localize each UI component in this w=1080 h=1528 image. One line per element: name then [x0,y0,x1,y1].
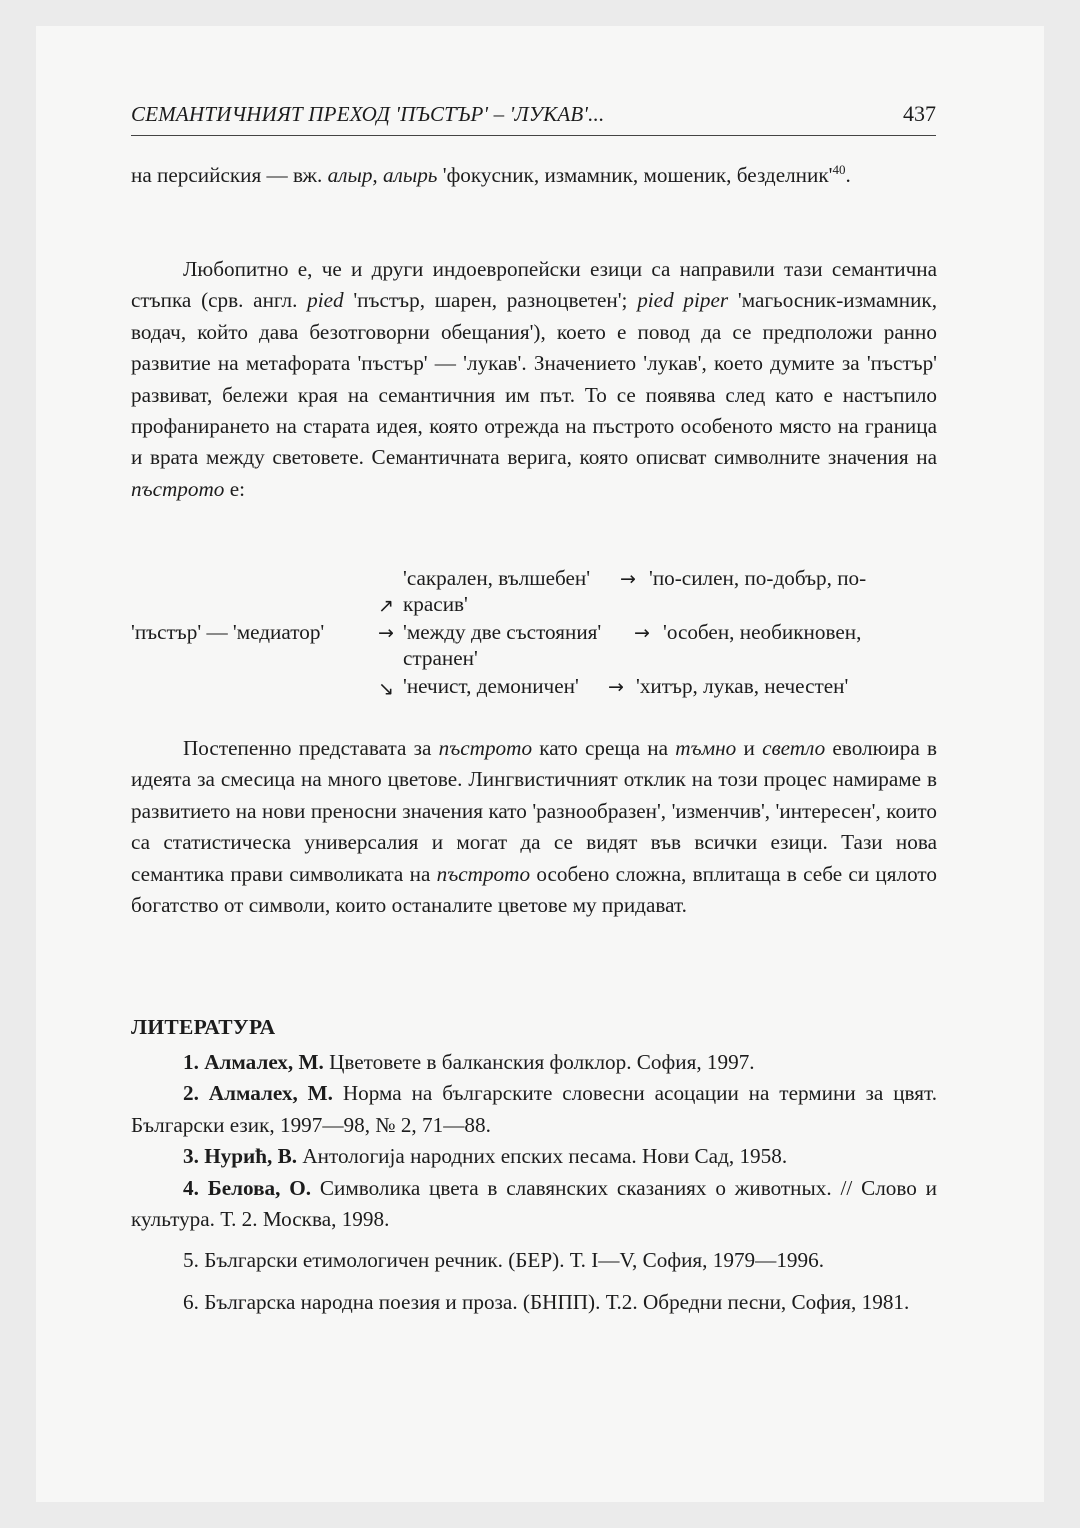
italic-term: pied piper [637,288,729,313]
reference-item [131,1245,937,1276]
paragraph-3: Постепенно представата за пъстрото като среща на тъмно и светло еволюира в идеята за смесица на много цветове. Лингвистичният отклик на този процес намираме в развитието на нови преносни значения като 'разнообразен', 'изменчив', 'интересен', които са статистическа универсалия и могат да се видят във всички езици. Тази нова семантика прави символиката на пъстрото особено сложна, вплитаща в себе си цялото богатство от символи, които останалите цветове му придават. [131,736,937,918]
semantic-chain-diagram [131,564,937,704]
reference-item [131,1047,937,1078]
reference-text: Символика цвета в славянских сказаниях о животных. // Слово и культура. Т. 2. Москва, 1998. [131,1175,937,1232]
italic-term: пъстрото [131,476,225,501]
arrow-right-icon: → [608,676,624,698]
italic-term: алыр, алырь [327,163,438,187]
arrow-up-right-icon: ↗ [378,595,394,617]
chain-node-special: 'особен, необикновен, [663,620,862,644]
reference-item [131,1287,937,1318]
footnote-ref: 40 [832,162,846,177]
reference-text: 5. Български етимологичен речник. (БЕР). Т. I—V, София, 1979—1996. [183,1248,824,1273]
chain-node-stronger-cont: красив' [403,592,468,616]
reference-item [131,1141,937,1172]
arrow-right-icon: → [378,622,394,644]
italic-term: тъмно [675,736,737,760]
reference-author: 2. Алмалех, М. [183,1081,333,1106]
running-head [131,100,936,128]
header-rule [131,135,936,136]
paragraph-1: на персийския — вж. алыр, алырь 'фокусник, измамник, мошеник, $безделник'^{40}$. [131,162,851,187]
chain-node-special-cont: странен' [403,646,478,670]
chain-node-start: 'пъстър' — 'медиатор' [131,620,325,644]
reference-author: 4. Белова, О. [183,1175,312,1200]
italic-term: светло [762,736,826,760]
reference-author: 1. Алмалех, М. [183,1050,324,1074]
reference-item [131,1173,937,1236]
arrow-right-icon: → [634,622,650,644]
arrow-down-right-icon: ↘ [378,678,394,700]
italic-term: pied [307,288,344,313]
paragraph-2: Любопитно е, че и други индоевропейски езици са направили тази семантична стъпка (срв. англ. pied 'пъстър, шарен, разноцветен'; pied piper 'магьосник-измамник, водач, който дава безотговорни обещания'), което е повод да се предположи ранно развитие на метафората 'пъстър' — 'лукав'. Значението 'лукав', което думите за 'пъстър' развиват, бележи края на семантичния им път. То се появява след като е настъпило профанирането на старата идея, която отрежда на пъстрото особеното място на граница и врата между световете. Семантичната верига, която описват символните значения на пъстрото е: [131,257,938,501]
arrow-right-icon: → [620,568,636,590]
chain-node-stronger: 'по-силен, по-добър, по- [649,566,867,590]
reference-text: 6. Българска народна поезия и проза. (БНПП). Т.2. Обредни песни, София, 1981. [183,1289,910,1314]
chain-node-unclean: 'нечист, демоничен' [403,674,579,698]
reference-item [131,1078,937,1141]
italic-term: пъстрото [438,736,533,760]
italic-term: пъстрото [436,861,531,886]
reference-text: Цветовете в балканския фолклор. София, 1997. [323,1050,755,1074]
chain-node-sacral: 'сакрален, вълшебен' [403,566,591,590]
reference-author: 3. Нуриħ, В. [183,1144,298,1169]
reference-text: Антологија народних епских песама. Нови Сад, 1958. [297,1144,788,1169]
chain-node-cunning: 'хитър, лукав, нечестен' [636,674,849,698]
reference-text: Норма на българските словесни асоцации на термини за цвят. Български език, 1997—98, № 2, 71—88. [131,1081,937,1137]
page-number: 437 [903,101,936,126]
chain-node-between: 'между две състояния' [403,620,602,644]
running-title: СЕМАНТИЧНИЯТ ПРЕХОД 'ПЪСТЪР' – 'ЛУКАВ'... [131,102,605,126]
literature-heading: ЛИТЕРАТУРА [131,1015,276,1039]
reference-list [131,1047,937,1318]
